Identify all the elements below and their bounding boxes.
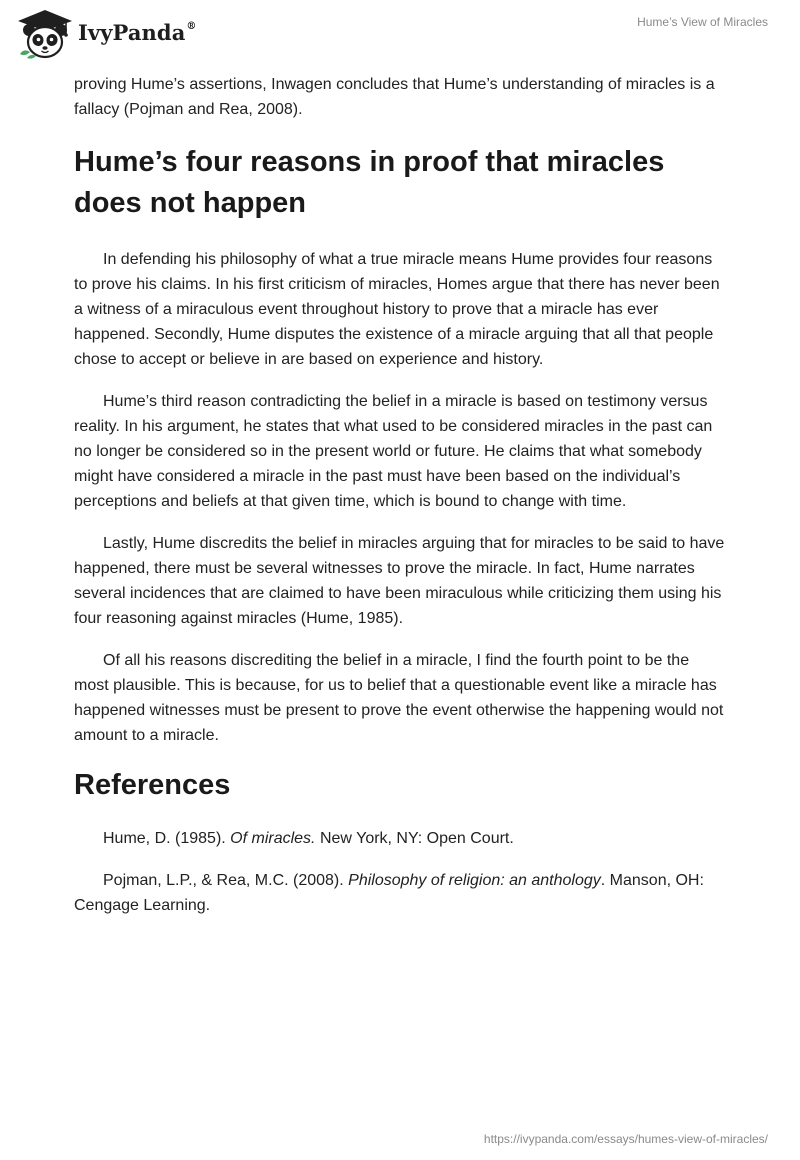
- section-heading: Hume’s four reasons in proof that miracles does not happen: [74, 146, 665, 219]
- reference-publisher: . Manson, OH: Cengage Learning.: [74, 872, 704, 914]
- brand-text: IvyPanda: [78, 20, 186, 45]
- reference-item: [74, 826, 728, 851]
- essay-content: [74, 72, 728, 935]
- body-paragraph: Lastly, Hume discredits the belief in miracles arguing that for miracles to be said to have happened, there must be several witnesses to prove the miracle. In fact, Hume narrates several incidences that are claimed to have been miraculous while criticizing them using his four reasoning against miracles (Hume, 1985).: [74, 535, 725, 627]
- page-header: [0, 0, 800, 70]
- reference-title: Of miracles.: [230, 830, 316, 847]
- document-title: Hume’s View of Miracles: [637, 15, 768, 29]
- reference-author: Hume, D. (1985).: [103, 830, 231, 847]
- reference-author: Pojman, L.P., & Rea, M.C. (2008).: [103, 872, 349, 889]
- body-paragraph: Of all his reasons discrediting the belief in a miracle, I find the fourth point to be the most plausible. This is because, for us to belief that a questionable event like a miracle has happened witnesses must be present to prove the event otherwise the happening would not amount to a miracle.: [74, 652, 724, 744]
- reference-item: [74, 868, 728, 918]
- references-heading: References: [74, 769, 231, 801]
- brand-name[interactable]: [78, 20, 197, 45]
- ivypanda-logo-icon[interactable]: [14, 8, 76, 60]
- source-url[interactable]: https://ivypanda.com/essays/humes-view-of-miracles/: [483, 1132, 768, 1146]
- body-paragraph: Hume’s third reason contradicting the belief in a miracle is based on testimony versus reality. In his argument, he states that what used to be considered miracles in the past can no longer be considered so in the present world or future. He claims that what somebody might have considered a miracle in the past must have been based on the individual’s perceptions and beliefs at that given time, which is bound to change with time.: [74, 393, 713, 510]
- registered-mark: ®: [186, 21, 197, 32]
- body-paragraph: In defending his philosophy of what a true miracle means Hume provides four reasons to prove his claims. In his first criticism of miracles, Homes argue that there has never been a witness of a miraculous event throughout history to prove that a miracle has ever happened. Secondly, Hume disputes the existence of a miracle arguing that all that people chose to accept or believe in are based on experience and history.: [74, 251, 720, 368]
- intro-paragraph: proving Hume’s assertions, Inwagen concludes that Hume’s understanding of miracles is a fallacy (Pojman and Rea, 2008).: [74, 76, 715, 118]
- reference-title: Philosophy of religion: an anthology: [348, 872, 601, 889]
- reference-publisher: New York, NY: Open Court.: [315, 830, 514, 847]
